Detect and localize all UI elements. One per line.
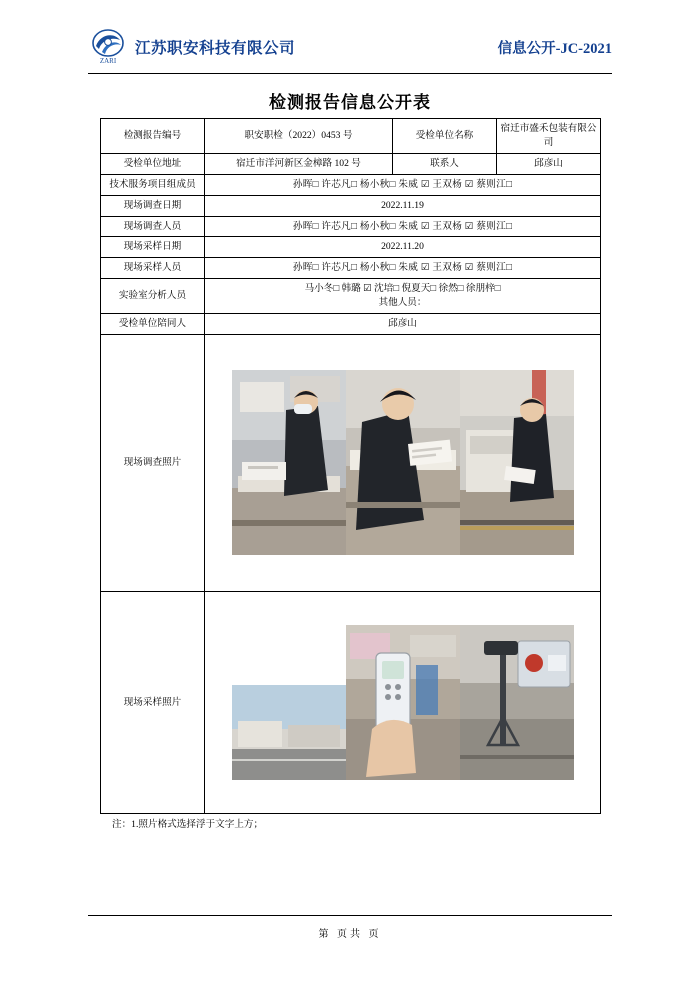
lab-value bbox=[205, 279, 601, 314]
table-notes: 注：1.照片格式选择浮于文字上方； bbox=[112, 819, 264, 830]
table-row bbox=[101, 314, 601, 335]
table-row bbox=[101, 216, 601, 237]
report-no-value: 职安职检（2022）0453 号 bbox=[205, 119, 393, 154]
sampling-photo-1 bbox=[232, 685, 346, 780]
survey-photo-2 bbox=[346, 370, 460, 555]
team-value: 孙晖□ 许芯凡□ 杨小秋□ 朱威 ☑ 王双杨 ☑ 蔡则江□ bbox=[205, 174, 601, 195]
address-label: 受检单位地址 bbox=[101, 153, 205, 174]
sampling-staff-label: 现场采样人员 bbox=[101, 258, 205, 279]
page-title: 检测报告信息公开表 bbox=[269, 93, 431, 112]
info-table bbox=[100, 118, 601, 814]
page-header bbox=[88, 28, 612, 74]
lab-value-line2: 其他人员： bbox=[378, 297, 427, 309]
survey-photo-strip bbox=[207, 370, 598, 555]
sampling-photos-label: 现场采样照片 bbox=[101, 591, 205, 813]
survey-date-label: 现场调查日期 bbox=[101, 195, 205, 216]
survey-photos-cell bbox=[205, 334, 601, 591]
sampling-photo-2 bbox=[346, 625, 460, 780]
company-name: 江苏职安科技有限公司 bbox=[135, 40, 296, 57]
sampling-photo-3 bbox=[460, 625, 574, 780]
lab-value-line1: 马小冬□ 韩璐 ☑ 沈培□ 倪夏天□ 徐然□ 徐朋梓□ bbox=[304, 283, 501, 295]
sampling-date-label: 现场采样日期 bbox=[101, 237, 205, 258]
sampling-staff-value: 孙晖□ 许芯凡□ 杨小秋□ 朱威 ☑ 王双杨 ☑ 蔡则江□ bbox=[205, 258, 601, 279]
address-value: 宿迁市洋河新区金樟路 102 号 bbox=[205, 153, 393, 174]
table-row-sampling-photos bbox=[101, 591, 601, 813]
contact-value: 邱彦山 bbox=[497, 153, 601, 174]
table-row bbox=[101, 174, 601, 195]
table-row bbox=[101, 119, 601, 154]
svg-text:ZARI: ZARI bbox=[99, 57, 117, 65]
company-brand bbox=[88, 28, 295, 66]
report-no-label: 检测报告编号 bbox=[101, 119, 205, 154]
table-row bbox=[101, 279, 601, 314]
table-row bbox=[101, 195, 601, 216]
survey-staff-label: 现场调查人员 bbox=[101, 216, 205, 237]
page-footer: 第 页共 页 bbox=[88, 915, 612, 940]
survey-photos-label: 现场调查照片 bbox=[101, 334, 205, 591]
client-label: 受检单位名称 bbox=[393, 119, 497, 154]
company-logo-icon bbox=[88, 28, 128, 66]
escort-label: 受检单位陪同人 bbox=[101, 314, 205, 335]
client-value: 宿迁市盛禾包装有限公司 bbox=[497, 119, 601, 154]
sampling-photo-strip bbox=[207, 625, 598, 780]
table-row-survey-photos bbox=[101, 334, 601, 591]
lab-label: 实验室分析人员 bbox=[101, 279, 205, 314]
contact-label: 联系人 bbox=[393, 153, 497, 174]
team-label: 技术服务项目组成员 bbox=[101, 174, 205, 195]
sampling-photos-cell bbox=[205, 591, 601, 813]
survey-date-value: 2022.11.19 bbox=[205, 195, 601, 216]
survey-photo-1 bbox=[232, 370, 346, 555]
escort-value: 邱彦山 bbox=[205, 314, 601, 335]
document-code: 信息公开-JC-2021 bbox=[497, 41, 612, 57]
table-row bbox=[101, 258, 601, 279]
sampling-date-value: 2022.11.20 bbox=[205, 237, 601, 258]
table-row bbox=[101, 153, 601, 174]
survey-staff-value: 孙晖□ 许芯凡□ 杨小秋□ 朱威 ☑ 王双杨 ☑ 蔡则江□ bbox=[205, 216, 601, 237]
table-row bbox=[101, 237, 601, 258]
survey-photo-3 bbox=[460, 370, 574, 555]
